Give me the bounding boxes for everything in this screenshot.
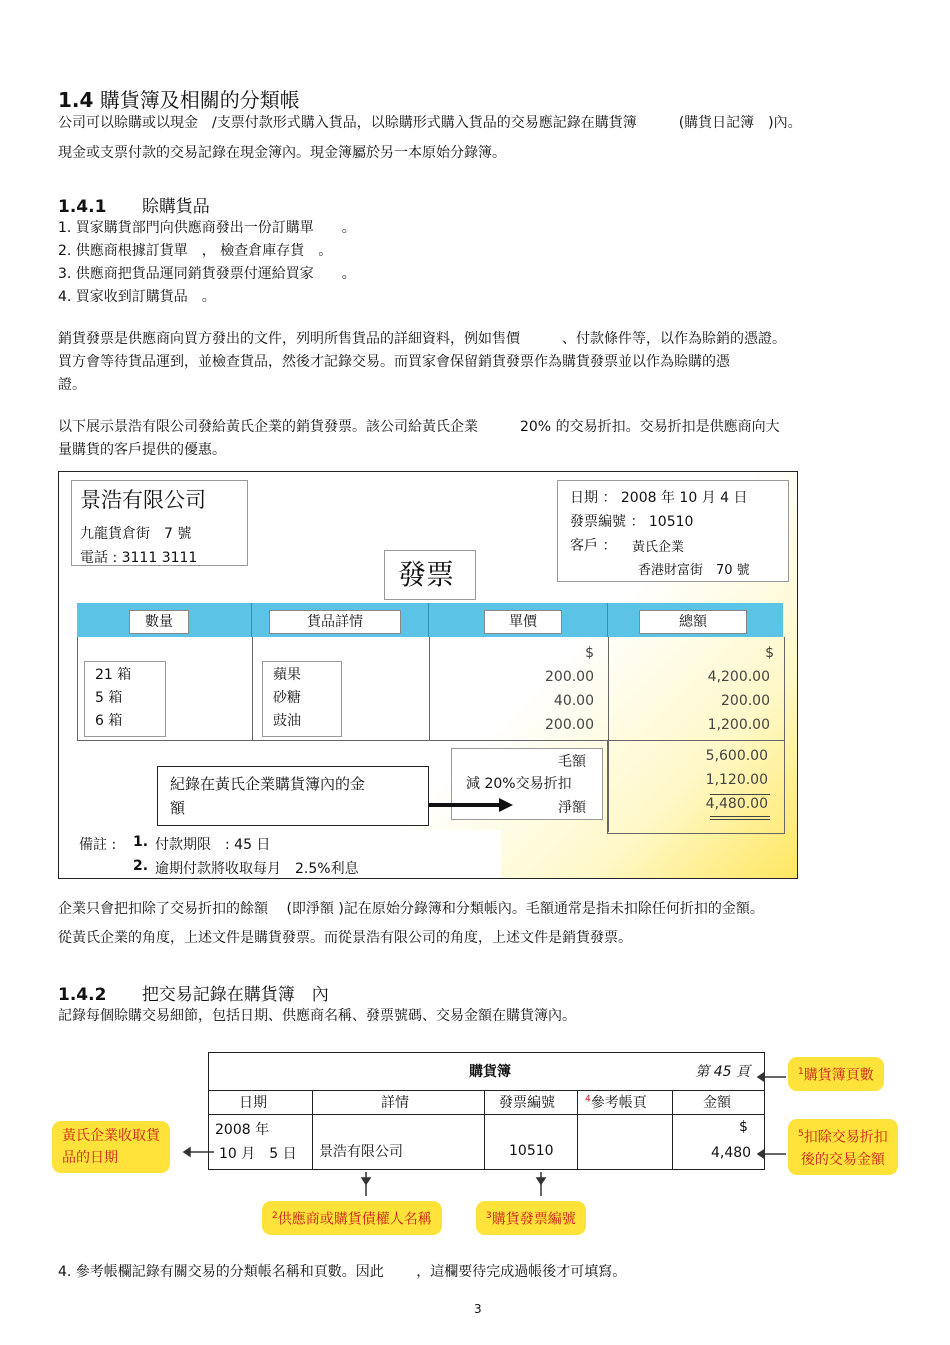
ref-footnote-mark: 4 xyxy=(585,1094,591,1105)
paragraph-line: 量購貨的客戶提供的優惠。 xyxy=(58,442,226,458)
net-amount: 4,480.00 xyxy=(705,796,768,812)
invoice-number: 發票編號 ： 10510 xyxy=(570,514,694,530)
gross-label: 毛額 xyxy=(558,754,586,770)
customer-label: 客戶 ： xyxy=(570,538,617,554)
customer-name: 黃氏企業 xyxy=(632,540,685,555)
list-item: 3. 供應商把貨品運同銷貨發票付運給買家 。 xyxy=(58,266,356,282)
quantity-value: 6 箱 xyxy=(95,713,123,729)
page-number: 3 xyxy=(474,1302,482,1316)
currency-symbol: $ xyxy=(765,645,774,661)
item-name: 蘋果 xyxy=(273,667,301,683)
journal-date: 10 月 5 日 xyxy=(219,1146,297,1162)
customer-address: 香港財富街 70 號 xyxy=(638,563,750,578)
journal-year: 2008 年 xyxy=(215,1122,270,1138)
item-name: 砂糖 xyxy=(273,690,301,706)
remark-number: 1. xyxy=(133,834,149,850)
line-total: 200.00 xyxy=(721,693,770,709)
company-phone: 電話 : 3111 3111 xyxy=(80,550,198,566)
callout-text: 供應商或購貨債權人名稱 xyxy=(277,1211,432,1228)
gross-amount: 5,600.00 xyxy=(705,748,768,764)
header-quantity: 數量 xyxy=(129,610,189,634)
journal-header-invoice: 發票編號 xyxy=(499,1095,555,1111)
subsection-title: 賒購貨品 xyxy=(141,197,210,217)
currency-symbol: $ xyxy=(585,645,594,661)
callout-text: 額 xyxy=(170,799,186,817)
paragraph-line: 買方會等待貨品運到，並檢查貨品，然後才記錄交易。而買家會保留銷貨發票作為購貨發票並以作為賒購的憑 xyxy=(58,354,730,370)
callout-text: 黃氏企業收取貨 xyxy=(62,1128,160,1144)
journal-header-amount: 金額 xyxy=(703,1095,731,1111)
journal-page: 第 45 頁 xyxy=(695,1064,750,1080)
quantity-value: 21 箱 xyxy=(95,667,132,683)
discount-label: 減 20%交易折扣 xyxy=(466,776,572,792)
line-total: 1,200.00 xyxy=(707,717,770,733)
list-item: 1. 買家購貨部門向供應商發出一份訂購單 。 xyxy=(58,220,356,236)
footnote: 4. 參考帳欄記錄有關交易的分類帳名稱和頁數。因此 ，這欄要待完成過帳後才可填寫。 xyxy=(58,1264,627,1280)
callout-text: 品的日期 xyxy=(62,1150,118,1166)
header-total: 總額 xyxy=(639,610,747,634)
unit-price: 200.00 xyxy=(545,717,594,733)
remark-number: 2. xyxy=(133,858,149,874)
company-name: 景浩有限公司 xyxy=(80,488,206,512)
journal-supplier: 景浩有限公司 xyxy=(319,1144,403,1160)
callout-number: 5 xyxy=(798,1129,804,1139)
unit-price: 40.00 xyxy=(553,693,594,709)
callout-text: 後的交易金額 xyxy=(800,1151,885,1168)
remark-text: 逾期付款將收取每月 2.5%利息 xyxy=(155,861,359,877)
remark-text: 付款期限 : 45 日 xyxy=(155,837,271,853)
journal-header-ref-label: 參考帳頁 xyxy=(590,1095,647,1111)
invoice-title: 發票 xyxy=(398,558,455,591)
subsection-number: 1.4.1 xyxy=(58,197,107,217)
unit-price: 200.00 xyxy=(545,669,594,685)
paragraph-line: 證。 xyxy=(58,377,86,393)
subsection-number: 1.4.2 xyxy=(58,985,107,1005)
list-item: 4. 買家收到訂購貨品 。 xyxy=(58,289,216,305)
paragraph-line: 從黃氏企業的角度，上述文件是購貨發票。而從景浩有限公司的角度，上述文件是銷貨發票。 xyxy=(58,930,632,946)
callout-number: 1 xyxy=(798,1067,804,1077)
section-number: 1.4 xyxy=(58,88,94,112)
callout-text: 購貨簿頁數 xyxy=(803,1067,874,1084)
net-label: 淨額 xyxy=(558,800,586,816)
journal-title: 購貨簿 xyxy=(469,1064,511,1080)
callout-text: 購貨發票編號 xyxy=(491,1211,576,1228)
item-name: 豉油 xyxy=(273,713,301,729)
subsection-title: 把交易記錄在購貨簿 內 xyxy=(141,985,329,1005)
header-details: 貨品詳情 xyxy=(269,610,401,634)
company-address: 九龍貨倉街 7 號 xyxy=(80,526,192,542)
journal-amount: 4,480 xyxy=(711,1145,752,1161)
intro-line-1: 公司可以賒購或以現金 /支票付款形式購入貨品，以賒購形式購入貨品的交易應記錄在購貨簿 (購貨日記簿 )內。 xyxy=(58,115,802,131)
line-total: 4,200.00 xyxy=(707,669,770,685)
quantity-value: 5 箱 xyxy=(95,690,123,706)
journal-invoice-no: 10510 xyxy=(509,1143,554,1159)
discount-amount: 1,120.00 xyxy=(705,772,768,788)
journal-header-details: 詳情 xyxy=(381,1095,409,1111)
list-item: 2. 供應商根據訂貨單 ， 檢查倉庫存貨 。 xyxy=(58,243,333,259)
section-title: 購貨簿及相關的分類帳 xyxy=(99,88,300,112)
intro-line-2: 現金或支票付款的交易記錄在現金簿內。現金簿屬於另一本原始分錄簿。 xyxy=(58,145,506,161)
paragraph-line: 記錄每個賒購交易細節，包括日期、供應商名稱、發票號碼、交易金額在購貨簿內。 xyxy=(58,1008,576,1024)
journal-header-date: 日期 xyxy=(239,1095,267,1111)
journal-currency: $ xyxy=(739,1119,748,1135)
paragraph-line: 銷貨發票是供應商向買方發出的文件，列明所售貨品的詳細資料，例如售價 、付款條件等，以作為賒銷的憑證。 xyxy=(58,331,786,347)
header-unit-price: 單價 xyxy=(484,610,562,634)
callout-number: 3 xyxy=(486,1211,492,1221)
invoice-date: 日期 ： 2008 年 10 月 4 日 xyxy=(570,490,748,506)
remarks-label: 備註 : xyxy=(79,837,117,853)
callout-text: 扣除交易折扣 xyxy=(803,1129,888,1146)
paragraph-line: 企業只會把扣除了交易折扣的餘額 (即淨額 )記在原始分錄簿和分類帳內。毛額通常是指未扣除任何折扣的金額。 xyxy=(58,901,764,917)
callout-text: 紀錄在黃氏企業購貨簿內的金 xyxy=(170,775,366,793)
paragraph-line: 以下展示景浩有限公司發給黃氏企業的銷貨發票。該公司給黃氏企業 20% 的交易折扣。交易折扣是供應商向大 xyxy=(58,419,780,435)
callout-number: 2 xyxy=(272,1211,278,1221)
